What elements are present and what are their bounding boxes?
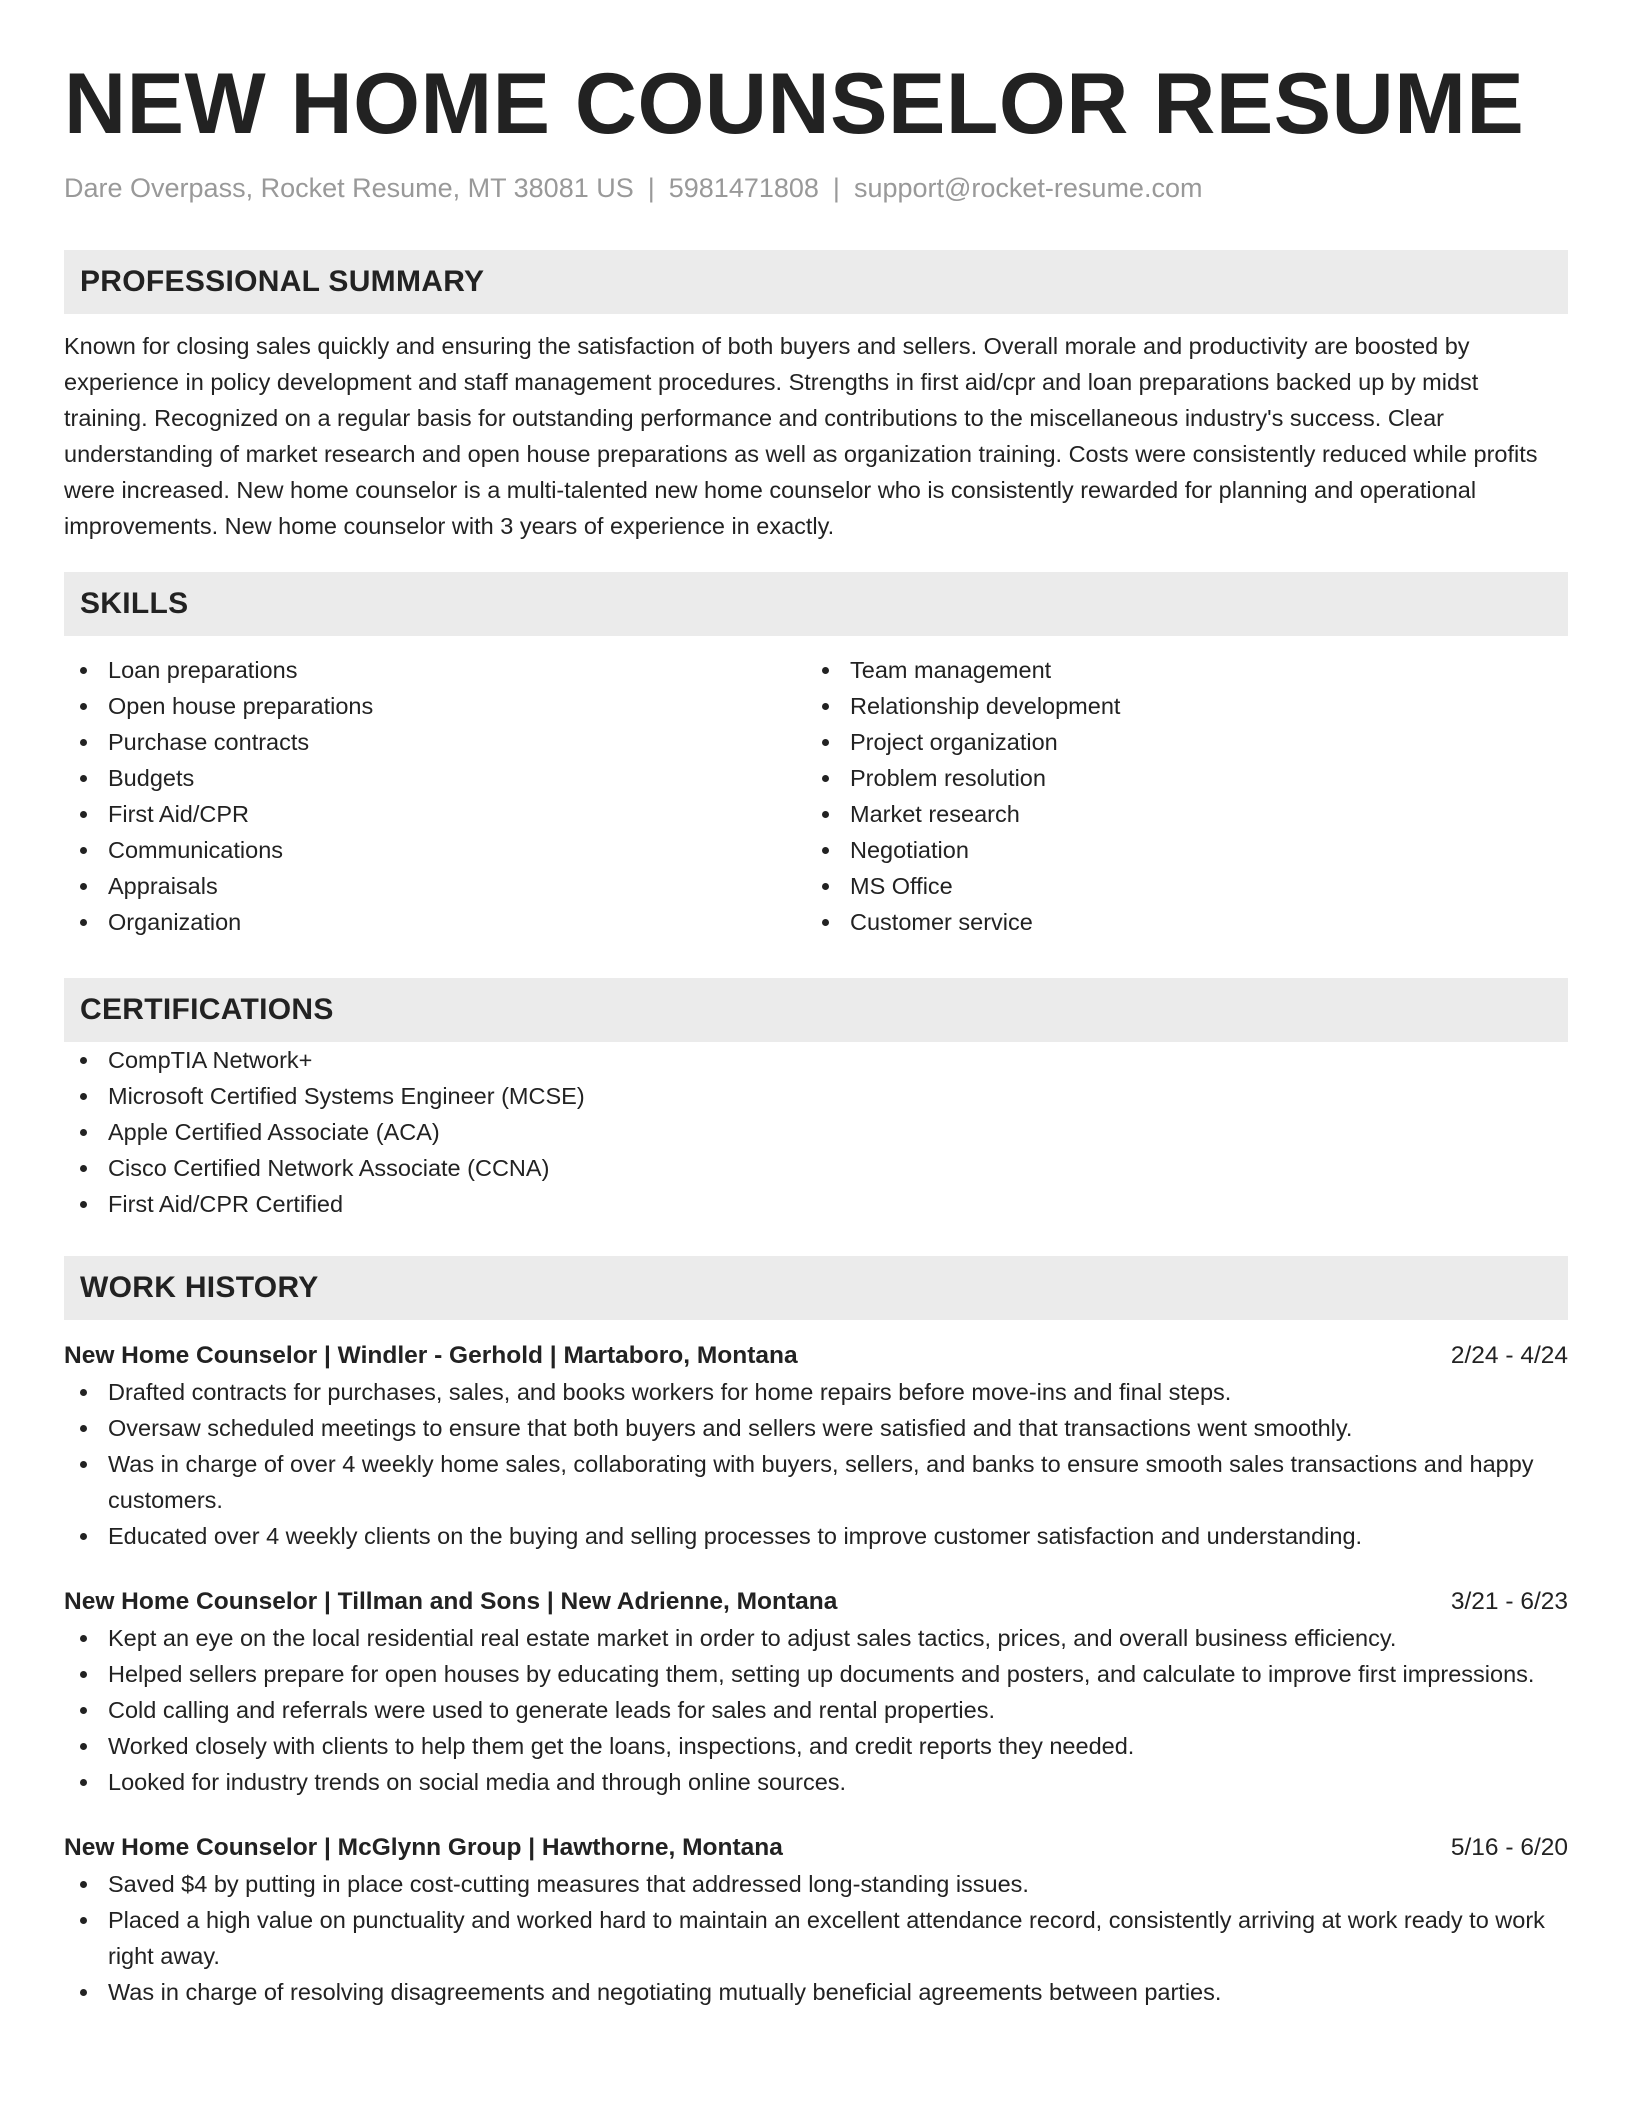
skill-item: Open house preparations: [64, 688, 806, 724]
certification-item: Cisco Certified Network Associate (CCNA): [64, 1150, 1568, 1186]
skill-item: Relationship development: [806, 688, 1548, 724]
certification-item: First Aid/CPR Certified: [64, 1186, 1568, 1222]
skill-item: Budgets: [64, 760, 806, 796]
job-header: [64, 1830, 1568, 1866]
contact-email: support@rocket-resume.com: [853, 173, 1203, 203]
job-title: New Home Counselor | Windler - Gerhold | Martaboro, Montana: [64, 1342, 798, 1369]
skill-item: Organization: [64, 904, 806, 940]
section-header-skills: SKILLS: [64, 572, 1568, 636]
job-bullet: Was in charge of resolving disagreements and negotiating mutually beneficial agreements between parties.: [64, 1974, 1568, 2010]
job-bullet: Worked closely with clients to help them get the loans, inspections, and credit reports they needed.: [64, 1728, 1568, 1764]
job-dates: 5/16 - 6/20: [1450, 1834, 1568, 1861]
skill-item: Negotiation: [806, 832, 1548, 868]
contact-separator: |: [647, 173, 655, 203]
skills-list-left: [64, 652, 806, 940]
job-bullet: Looked for industry trends on social media and through online sources.: [64, 1764, 1568, 1800]
contact-address: Dare Overpass, Rocket Resume, MT 38081 US: [64, 173, 634, 203]
section-header-summary: PROFESSIONAL SUMMARY: [64, 250, 1568, 314]
skill-item: Appraisals: [64, 868, 806, 904]
job-bullet: Oversaw scheduled meetings to ensure that both buyers and sellers were satisfied and that transactions went smoothly.: [64, 1410, 1568, 1446]
skill-item: First Aid/CPR: [64, 796, 806, 832]
section-header-certifications: CERTIFICATIONS: [64, 978, 1568, 1042]
job-bullet: Helped sellers prepare for open houses by educating them, setting up documents and posters, and calculate to improve first impressions.: [64, 1656, 1568, 1692]
certifications-list: [64, 1042, 1568, 1222]
summary-text: Known for closing sales quickly and ensuring the satisfaction of both buyers and sellers. Overall morale and productivity are boosted by experience in policy development and staff management procedures. Strengths in first aid/cpr and loan preparations backed up by midst training. Recognized on a regular basis for outstanding performance and contributions to the miscellaneous industry's success. Clear understanding of market research and open house preparations as well as organization training. Costs were consistently reduced while profits were increased. New home counselor is a multi-talented new home counselor who is consistently rewarded for planning and operational improvements. New home counselor with 3 years of experience in exactly.: [64, 333, 1538, 539]
skill-item: Loan preparations: [64, 652, 806, 688]
job-dates: 3/21 - 6/23: [1450, 1588, 1568, 1615]
job-title: New Home Counselor | Tillman and Sons | New Adrienne, Montana: [64, 1588, 838, 1615]
job-dates: 2/24 - 4/24: [1450, 1342, 1568, 1369]
contact-separator: |: [832, 173, 840, 203]
job-bullet: Placed a high value on punctuality and worked hard to maintain an excellent attendance record, consistently arriving at work ready to work right away.: [64, 1902, 1568, 1974]
skill-item: MS Office: [806, 868, 1548, 904]
job-bullet: Cold calling and referrals were used to generate leads for sales and rental properties.: [64, 1692, 1568, 1728]
job-bullet: Was in charge of over 4 weekly home sales, collaborating with buyers, sellers, and banks to ensure smooth sales transactions and happy customers.: [64, 1446, 1568, 1518]
certification-item: Apple Certified Associate (ACA): [64, 1114, 1568, 1150]
job-entry: [64, 1338, 1568, 1554]
resume-page: [64, 0, 1568, 2010]
skills-column-left: [64, 652, 806, 940]
skill-item: Customer service: [806, 904, 1548, 940]
skills-columns: [64, 652, 1568, 940]
job-header: [64, 1584, 1568, 1620]
job-entry: [64, 1830, 1568, 2010]
certification-item: Microsoft Certified Systems Engineer (MCSE): [64, 1078, 1568, 1114]
contact-phone: 5981471808: [668, 173, 819, 203]
skill-item: Problem resolution: [806, 760, 1548, 796]
resume-title: NEW HOME COUNSELOR RESUME: [64, 56, 1525, 152]
skill-item: Project organization: [806, 724, 1548, 760]
job-title: New Home Counselor | McGlynn Group | Hawthorne, Montana: [64, 1834, 783, 1861]
job-bullet: Drafted contracts for purchases, sales, and books workers for home repairs before move-ins and final steps.: [64, 1374, 1568, 1410]
job-bullets: [64, 1374, 1568, 1554]
job-bullet: Educated over 4 weekly clients on the buying and selling processes to improve customer satisfaction and understanding.: [64, 1518, 1568, 1554]
job-bullet: Saved $4 by putting in place cost-cutting measures that addressed long-standing issues.: [64, 1866, 1568, 1902]
certification-item: CompTIA Network+: [64, 1042, 1568, 1078]
skills-column-right: [806, 652, 1548, 940]
skills-list-right: [806, 652, 1548, 940]
job-header: [64, 1338, 1568, 1374]
job-bullets: [64, 1620, 1568, 1800]
skill-item: Communications: [64, 832, 806, 868]
skill-item: Purchase contracts: [64, 724, 806, 760]
job-entry: [64, 1584, 1568, 1800]
contact-line: [64, 170, 1568, 206]
job-bullet: Kept an eye on the local residential real estate market in order to adjust sales tactics, prices, and overall business efficiency.: [64, 1620, 1568, 1656]
skill-item: Market research: [806, 796, 1548, 832]
section-header-work-history: WORK HISTORY: [64, 1256, 1568, 1320]
job-bullets: [64, 1866, 1568, 2010]
skill-item: Team management: [806, 652, 1548, 688]
